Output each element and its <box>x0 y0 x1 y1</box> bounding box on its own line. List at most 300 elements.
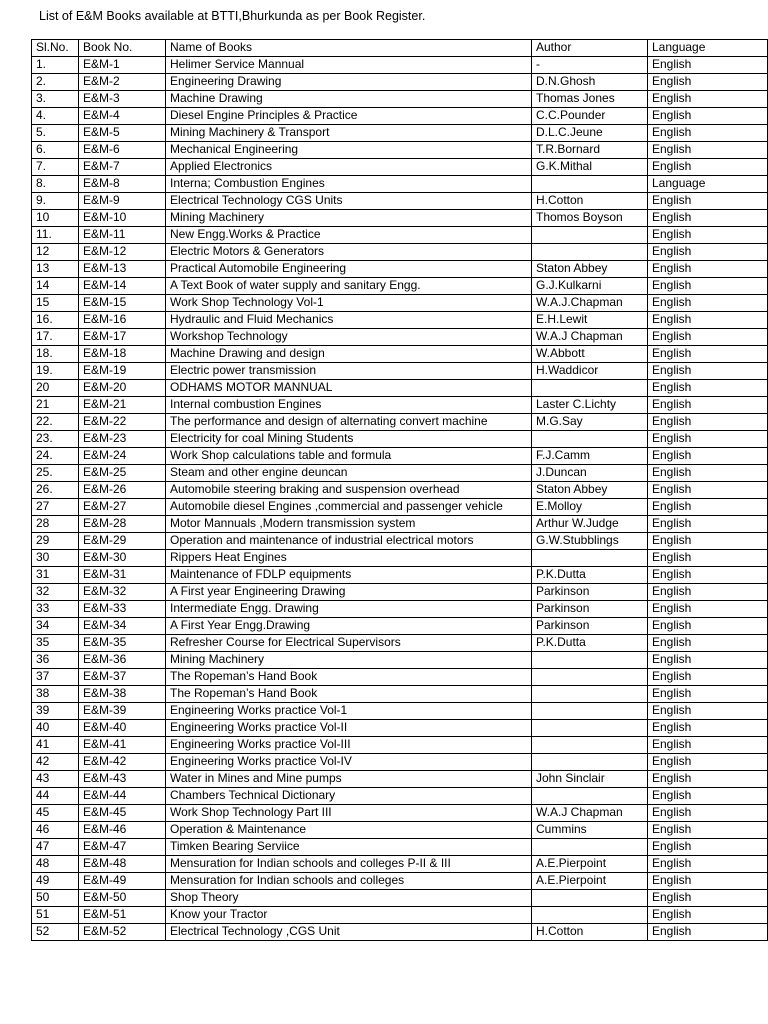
cell-sl-no: 13 <box>32 261 79 278</box>
cell-sl-no: 30 <box>32 550 79 567</box>
cell-book-name: Work Shop calculations table and formula <box>166 448 532 465</box>
cell-sl-no: 49 <box>32 873 79 890</box>
table-row <box>32 907 768 924</box>
cell-author: H.Cotton <box>532 924 648 941</box>
cell-language: English <box>648 720 768 737</box>
cell-sl-no: 22. <box>32 414 79 431</box>
cell-author: Cummins <box>532 822 648 839</box>
cell-book-name: Mining Machinery & Transport <box>166 125 532 142</box>
cell-author <box>532 788 648 805</box>
cell-book-name: Workshop Technology <box>166 329 532 346</box>
cell-book-name: Mining Machinery <box>166 652 532 669</box>
cell-language: English <box>648 584 768 601</box>
header-book-no: Book No. <box>79 40 166 57</box>
cell-sl-no: 45 <box>32 805 79 822</box>
cell-language: English <box>648 193 768 210</box>
table-row <box>32 295 768 312</box>
cell-sl-no: 23. <box>32 431 79 448</box>
table-row <box>32 176 768 193</box>
cell-book-no: E&M-9 <box>79 193 166 210</box>
cell-sl-no: 51 <box>32 907 79 924</box>
cell-book-no: E&M-27 <box>79 499 166 516</box>
cell-author <box>532 703 648 720</box>
cell-language: English <box>648 788 768 805</box>
cell-author: M.G.Say <box>532 414 648 431</box>
table-row <box>32 108 768 125</box>
cell-language: English <box>648 278 768 295</box>
cell-language: English <box>648 244 768 261</box>
cell-sl-no: 52 <box>32 924 79 941</box>
cell-sl-no: 42 <box>32 754 79 771</box>
cell-book-no: E&M-1 <box>79 57 166 74</box>
cell-book-name: Engineering Works practice Vol-II <box>166 720 532 737</box>
cell-language: English <box>648 363 768 380</box>
cell-author <box>532 720 648 737</box>
cell-book-no: E&M-7 <box>79 159 166 176</box>
cell-author: H.Waddicor <box>532 363 648 380</box>
cell-sl-no: 36 <box>32 652 79 669</box>
cell-book-name: Motor Mannuals ,Modern transmission system <box>166 516 532 533</box>
cell-book-no: E&M-52 <box>79 924 166 941</box>
cell-author <box>532 686 648 703</box>
cell-author: D.N.Ghosh <box>532 74 648 91</box>
cell-book-name: A First Year Engg.Drawing <box>166 618 532 635</box>
table-row <box>32 737 768 754</box>
cell-sl-no: 44 <box>32 788 79 805</box>
cell-sl-no: 35 <box>32 635 79 652</box>
cell-book-no: E&M-32 <box>79 584 166 601</box>
cell-author <box>532 737 648 754</box>
cell-book-name: Steam and other engine deuncan <box>166 465 532 482</box>
cell-author: - <box>532 57 648 74</box>
cell-language: English <box>648 499 768 516</box>
cell-language: English <box>648 669 768 686</box>
table-row <box>32 346 768 363</box>
cell-book-name: ODHAMS MOTOR MANNUAL <box>166 380 532 397</box>
cell-book-name: Maintenance of FDLP equipments <box>166 567 532 584</box>
table-row <box>32 584 768 601</box>
cell-book-no: E&M-47 <box>79 839 166 856</box>
cell-author: A.E.Pierpoint <box>532 856 648 873</box>
cell-author: H.Cotton <box>532 193 648 210</box>
cell-book-name: Operation & Maintenance <box>166 822 532 839</box>
cell-book-name: Mensuration for Indian schools and colleges <box>166 873 532 890</box>
cell-sl-no: 25. <box>32 465 79 482</box>
cell-author: John Sinclair <box>532 771 648 788</box>
cell-book-name: Know your Tractor <box>166 907 532 924</box>
cell-book-no: E&M-15 <box>79 295 166 312</box>
cell-sl-no: 11. <box>32 227 79 244</box>
table-row <box>32 703 768 720</box>
cell-language: English <box>648 74 768 91</box>
table-row <box>32 210 768 227</box>
cell-language: English <box>648 839 768 856</box>
cell-sl-no: 47 <box>32 839 79 856</box>
cell-book-no: E&M-29 <box>79 533 166 550</box>
cell-book-name: Helimer Service Mannual <box>166 57 532 74</box>
cell-book-no: E&M-51 <box>79 907 166 924</box>
cell-language: English <box>648 652 768 669</box>
cell-book-name: Timken Bearing Serviice <box>166 839 532 856</box>
cell-language: English <box>648 822 768 839</box>
cell-book-name: Mining Machinery <box>166 210 532 227</box>
table-row <box>32 533 768 550</box>
cell-author: Staton Abbey <box>532 261 648 278</box>
cell-book-no: E&M-46 <box>79 822 166 839</box>
cell-author: Thomos Boyson <box>532 210 648 227</box>
table-row <box>32 822 768 839</box>
cell-book-no: E&M-43 <box>79 771 166 788</box>
cell-author <box>532 839 648 856</box>
cell-book-no: E&M-31 <box>79 567 166 584</box>
cell-book-no: E&M-4 <box>79 108 166 125</box>
cell-language: English <box>648 618 768 635</box>
cell-language: English <box>648 227 768 244</box>
cell-sl-no: 37 <box>32 669 79 686</box>
header-language: Language <box>648 40 768 57</box>
header-sl-no: Sl.No. <box>32 40 79 57</box>
table-row <box>32 465 768 482</box>
cell-book-name: Mensuration for Indian schools and colleges P-II & III <box>166 856 532 873</box>
cell-language: English <box>648 550 768 567</box>
cell-book-name: Water in Mines and Mine pumps <box>166 771 532 788</box>
cell-book-no: E&M-18 <box>79 346 166 363</box>
table-row <box>32 567 768 584</box>
cell-sl-no: 9. <box>32 193 79 210</box>
cell-book-no: E&M-14 <box>79 278 166 295</box>
cell-book-no: E&M-48 <box>79 856 166 873</box>
cell-sl-no: 39 <box>32 703 79 720</box>
cell-sl-no: 34 <box>32 618 79 635</box>
cell-book-no: E&M-21 <box>79 397 166 414</box>
cell-author: G.W.Stubblings <box>532 533 648 550</box>
cell-language: English <box>648 635 768 652</box>
cell-author: E.H.Lewit <box>532 312 648 329</box>
table-row <box>32 74 768 91</box>
cell-book-no: E&M-16 <box>79 312 166 329</box>
table-row <box>32 754 768 771</box>
cell-book-no: E&M-50 <box>79 890 166 907</box>
cell-author <box>532 380 648 397</box>
cell-language: English <box>648 346 768 363</box>
cell-author: Staton Abbey <box>532 482 648 499</box>
cell-author <box>532 669 648 686</box>
cell-author: E.Molloy <box>532 499 648 516</box>
cell-book-no: E&M-40 <box>79 720 166 737</box>
cell-book-no: E&M-11 <box>79 227 166 244</box>
cell-language: English <box>648 397 768 414</box>
cell-book-name: Work Shop Technology Part III <box>166 805 532 822</box>
cell-author: W.Abbott <box>532 346 648 363</box>
table-row <box>32 550 768 567</box>
cell-book-name: Engineering Drawing <box>166 74 532 91</box>
cell-author <box>532 244 648 261</box>
table-row <box>32 873 768 890</box>
cell-sl-no: 16. <box>32 312 79 329</box>
cell-book-name: Automobile steering braking and suspension overhead <box>166 482 532 499</box>
table-row <box>32 57 768 74</box>
table-row <box>32 448 768 465</box>
cell-language: English <box>648 601 768 618</box>
cell-book-name: Automobile diesel Engines ,commercial and passenger vehicle <box>166 499 532 516</box>
table-row <box>32 839 768 856</box>
cell-author: W.A.J Chapman <box>532 329 648 346</box>
header-author: Author <box>532 40 648 57</box>
cell-sl-no: 14 <box>32 278 79 295</box>
cell-language: English <box>648 159 768 176</box>
cell-language: English <box>648 856 768 873</box>
table-row <box>32 312 768 329</box>
table-row <box>32 397 768 414</box>
cell-language: English <box>648 737 768 754</box>
table-row <box>32 125 768 142</box>
cell-language: English <box>648 210 768 227</box>
cell-sl-no: 50 <box>32 890 79 907</box>
cell-sl-no: 43 <box>32 771 79 788</box>
cell-sl-no: 10 <box>32 210 79 227</box>
cell-language: English <box>648 329 768 346</box>
table-row <box>32 618 768 635</box>
books-table <box>31 39 768 941</box>
cell-book-no: E&M-33 <box>79 601 166 618</box>
cell-book-no: E&M-17 <box>79 329 166 346</box>
document-title: List of E&M Books available at BTTI,Bhurkunda as per Book Register. <box>39 9 426 23</box>
cell-book-name: Machine Drawing <box>166 91 532 108</box>
table-row <box>32 686 768 703</box>
cell-book-name: Interna; Combustion Engines <box>166 176 532 193</box>
cell-book-no: E&M-19 <box>79 363 166 380</box>
cell-book-no: E&M-23 <box>79 431 166 448</box>
cell-language: English <box>648 465 768 482</box>
cell-language: English <box>648 380 768 397</box>
cell-sl-no: 12 <box>32 244 79 261</box>
cell-book-no: E&M-24 <box>79 448 166 465</box>
cell-sl-no: 32 <box>32 584 79 601</box>
cell-book-no: E&M-6 <box>79 142 166 159</box>
cell-book-no: E&M-41 <box>79 737 166 754</box>
cell-book-no: E&M-44 <box>79 788 166 805</box>
cell-book-name: The Ropeman’s Hand Book <box>166 669 532 686</box>
cell-book-name: Electricity for coal Mining Students <box>166 431 532 448</box>
header-name-of-books: Name of Books <box>166 40 532 57</box>
cell-book-name: A Text Book of water supply and sanitary Engg. <box>166 278 532 295</box>
table-row <box>32 91 768 108</box>
cell-sl-no: 3. <box>32 91 79 108</box>
cell-book-no: E&M-39 <box>79 703 166 720</box>
cell-language: English <box>648 431 768 448</box>
table-row <box>32 159 768 176</box>
table-row <box>32 771 768 788</box>
cell-book-no: E&M-30 <box>79 550 166 567</box>
cell-book-name: Engineering Works practice Vol-III <box>166 737 532 754</box>
cell-sl-no: 46 <box>32 822 79 839</box>
cell-sl-no: 5. <box>32 125 79 142</box>
cell-sl-no: 20 <box>32 380 79 397</box>
cell-book-no: E&M-22 <box>79 414 166 431</box>
table-row <box>32 244 768 261</box>
cell-book-no: E&M-42 <box>79 754 166 771</box>
cell-sl-no: 1. <box>32 57 79 74</box>
table-row <box>32 924 768 941</box>
cell-language: English <box>648 771 768 788</box>
cell-book-no: E&M-36 <box>79 652 166 669</box>
table-body <box>32 57 768 941</box>
table-row <box>32 227 768 244</box>
cell-book-no: E&M-49 <box>79 873 166 890</box>
cell-sl-no: 40 <box>32 720 79 737</box>
cell-book-name: The performance and design of alternating convert machine <box>166 414 532 431</box>
table-header-row <box>32 40 768 57</box>
cell-language: English <box>648 312 768 329</box>
table-row <box>32 363 768 380</box>
cell-book-no: E&M-35 <box>79 635 166 652</box>
cell-language: English <box>648 805 768 822</box>
cell-author: F.J.Camm <box>532 448 648 465</box>
table-row <box>32 635 768 652</box>
cell-sl-no: 21 <box>32 397 79 414</box>
cell-sl-no: 19. <box>32 363 79 380</box>
table-row <box>32 193 768 210</box>
table-row <box>32 788 768 805</box>
table-row <box>32 142 768 159</box>
cell-language: English <box>648 142 768 159</box>
cell-language: English <box>648 91 768 108</box>
cell-author: Laster C.Lichty <box>532 397 648 414</box>
cell-language: English <box>648 686 768 703</box>
table-row <box>32 482 768 499</box>
cell-language: English <box>648 516 768 533</box>
cell-author: D.L.C.Jeune <box>532 125 648 142</box>
cell-book-name: Hydraulic and Fluid Mechanics <box>166 312 532 329</box>
table-row <box>32 278 768 295</box>
cell-sl-no: 15 <box>32 295 79 312</box>
cell-language: English <box>648 533 768 550</box>
table-row <box>32 652 768 669</box>
cell-language: English <box>648 448 768 465</box>
cell-book-no: E&M-28 <box>79 516 166 533</box>
cell-author: Parkinson <box>532 601 648 618</box>
cell-author: P.K.Dutta <box>532 567 648 584</box>
cell-book-name: Electric Motors & Generators <box>166 244 532 261</box>
cell-author <box>532 227 648 244</box>
cell-book-name: Electric power transmission <box>166 363 532 380</box>
cell-author <box>532 550 648 567</box>
cell-language: English <box>648 295 768 312</box>
cell-language: English <box>648 907 768 924</box>
table-row <box>32 516 768 533</box>
cell-author: P.K.Dutta <box>532 635 648 652</box>
table-row <box>32 720 768 737</box>
cell-book-no: E&M-13 <box>79 261 166 278</box>
cell-author: G.J.Kulkarni <box>532 278 648 295</box>
table-row <box>32 414 768 431</box>
cell-sl-no: 4. <box>32 108 79 125</box>
table-row <box>32 261 768 278</box>
cell-author: W.A.J.Chapman <box>532 295 648 312</box>
cell-author <box>532 754 648 771</box>
cell-book-no: E&M-37 <box>79 669 166 686</box>
cell-sl-no: 26. <box>32 482 79 499</box>
cell-book-no: E&M-3 <box>79 91 166 108</box>
cell-sl-no: 38 <box>32 686 79 703</box>
cell-book-name: Practical Automobile Engineering <box>166 261 532 278</box>
cell-language: English <box>648 125 768 142</box>
cell-language: English <box>648 414 768 431</box>
cell-book-no: E&M-20 <box>79 380 166 397</box>
cell-sl-no: 41 <box>32 737 79 754</box>
cell-book-name: Mechanical Engineering <box>166 142 532 159</box>
cell-book-name: A First year Engineering Drawing <box>166 584 532 601</box>
table-row <box>32 601 768 618</box>
cell-book-name: Diesel Engine Principles & Practice <box>166 108 532 125</box>
cell-book-name: Electrical Technology CGS Units <box>166 193 532 210</box>
cell-book-name: Engineering Works practice Vol-1 <box>166 703 532 720</box>
cell-sl-no: 6. <box>32 142 79 159</box>
cell-book-no: E&M-34 <box>79 618 166 635</box>
cell-author <box>532 652 648 669</box>
table-row <box>32 380 768 397</box>
cell-sl-no: 24. <box>32 448 79 465</box>
cell-book-name: Rippers Heat Engines <box>166 550 532 567</box>
cell-language: English <box>648 703 768 720</box>
cell-book-name: Operation and maintenance of industrial electrical motors <box>166 533 532 550</box>
cell-language: Language <box>648 176 768 193</box>
cell-author: W.A.J Chapman <box>532 805 648 822</box>
cell-author: Parkinson <box>532 584 648 601</box>
cell-language: English <box>648 482 768 499</box>
cell-book-name: Chambers Technical Dictionary <box>166 788 532 805</box>
cell-language: English <box>648 261 768 278</box>
cell-sl-no: 18. <box>32 346 79 363</box>
cell-author <box>532 890 648 907</box>
cell-sl-no: 27 <box>32 499 79 516</box>
cell-language: English <box>648 924 768 941</box>
cell-sl-no: 29 <box>32 533 79 550</box>
cell-author: Thomas Jones <box>532 91 648 108</box>
cell-book-no: E&M-12 <box>79 244 166 261</box>
cell-book-name: New Engg.Works & Practice <box>166 227 532 244</box>
cell-sl-no: 31 <box>32 567 79 584</box>
cell-book-name: Applied Electronics <box>166 159 532 176</box>
cell-author <box>532 176 648 193</box>
cell-sl-no: 33 <box>32 601 79 618</box>
cell-sl-no: 17. <box>32 329 79 346</box>
cell-language: English <box>648 108 768 125</box>
cell-book-name: Engineering Works practice Vol-IV <box>166 754 532 771</box>
cell-sl-no: 8. <box>32 176 79 193</box>
cell-book-no: E&M-26 <box>79 482 166 499</box>
table-row <box>32 669 768 686</box>
cell-book-name: Shop Theory <box>166 890 532 907</box>
cell-book-no: E&M-38 <box>79 686 166 703</box>
cell-sl-no: 48 <box>32 856 79 873</box>
cell-author <box>532 907 648 924</box>
cell-book-no: E&M-45 <box>79 805 166 822</box>
cell-author: T.R.Bornard <box>532 142 648 159</box>
cell-language: English <box>648 567 768 584</box>
cell-book-name: Electrical Technology ,CGS Unit <box>166 924 532 941</box>
cell-book-no: E&M-10 <box>79 210 166 227</box>
cell-author: J.Duncan <box>532 465 648 482</box>
cell-language: English <box>648 873 768 890</box>
cell-book-no: E&M-5 <box>79 125 166 142</box>
table-row <box>32 431 768 448</box>
cell-book-name: The Ropeman’s Hand Book <box>166 686 532 703</box>
table-row <box>32 329 768 346</box>
cell-author: A.E.Pierpoint <box>532 873 648 890</box>
cell-book-no: E&M-8 <box>79 176 166 193</box>
cell-language: English <box>648 890 768 907</box>
